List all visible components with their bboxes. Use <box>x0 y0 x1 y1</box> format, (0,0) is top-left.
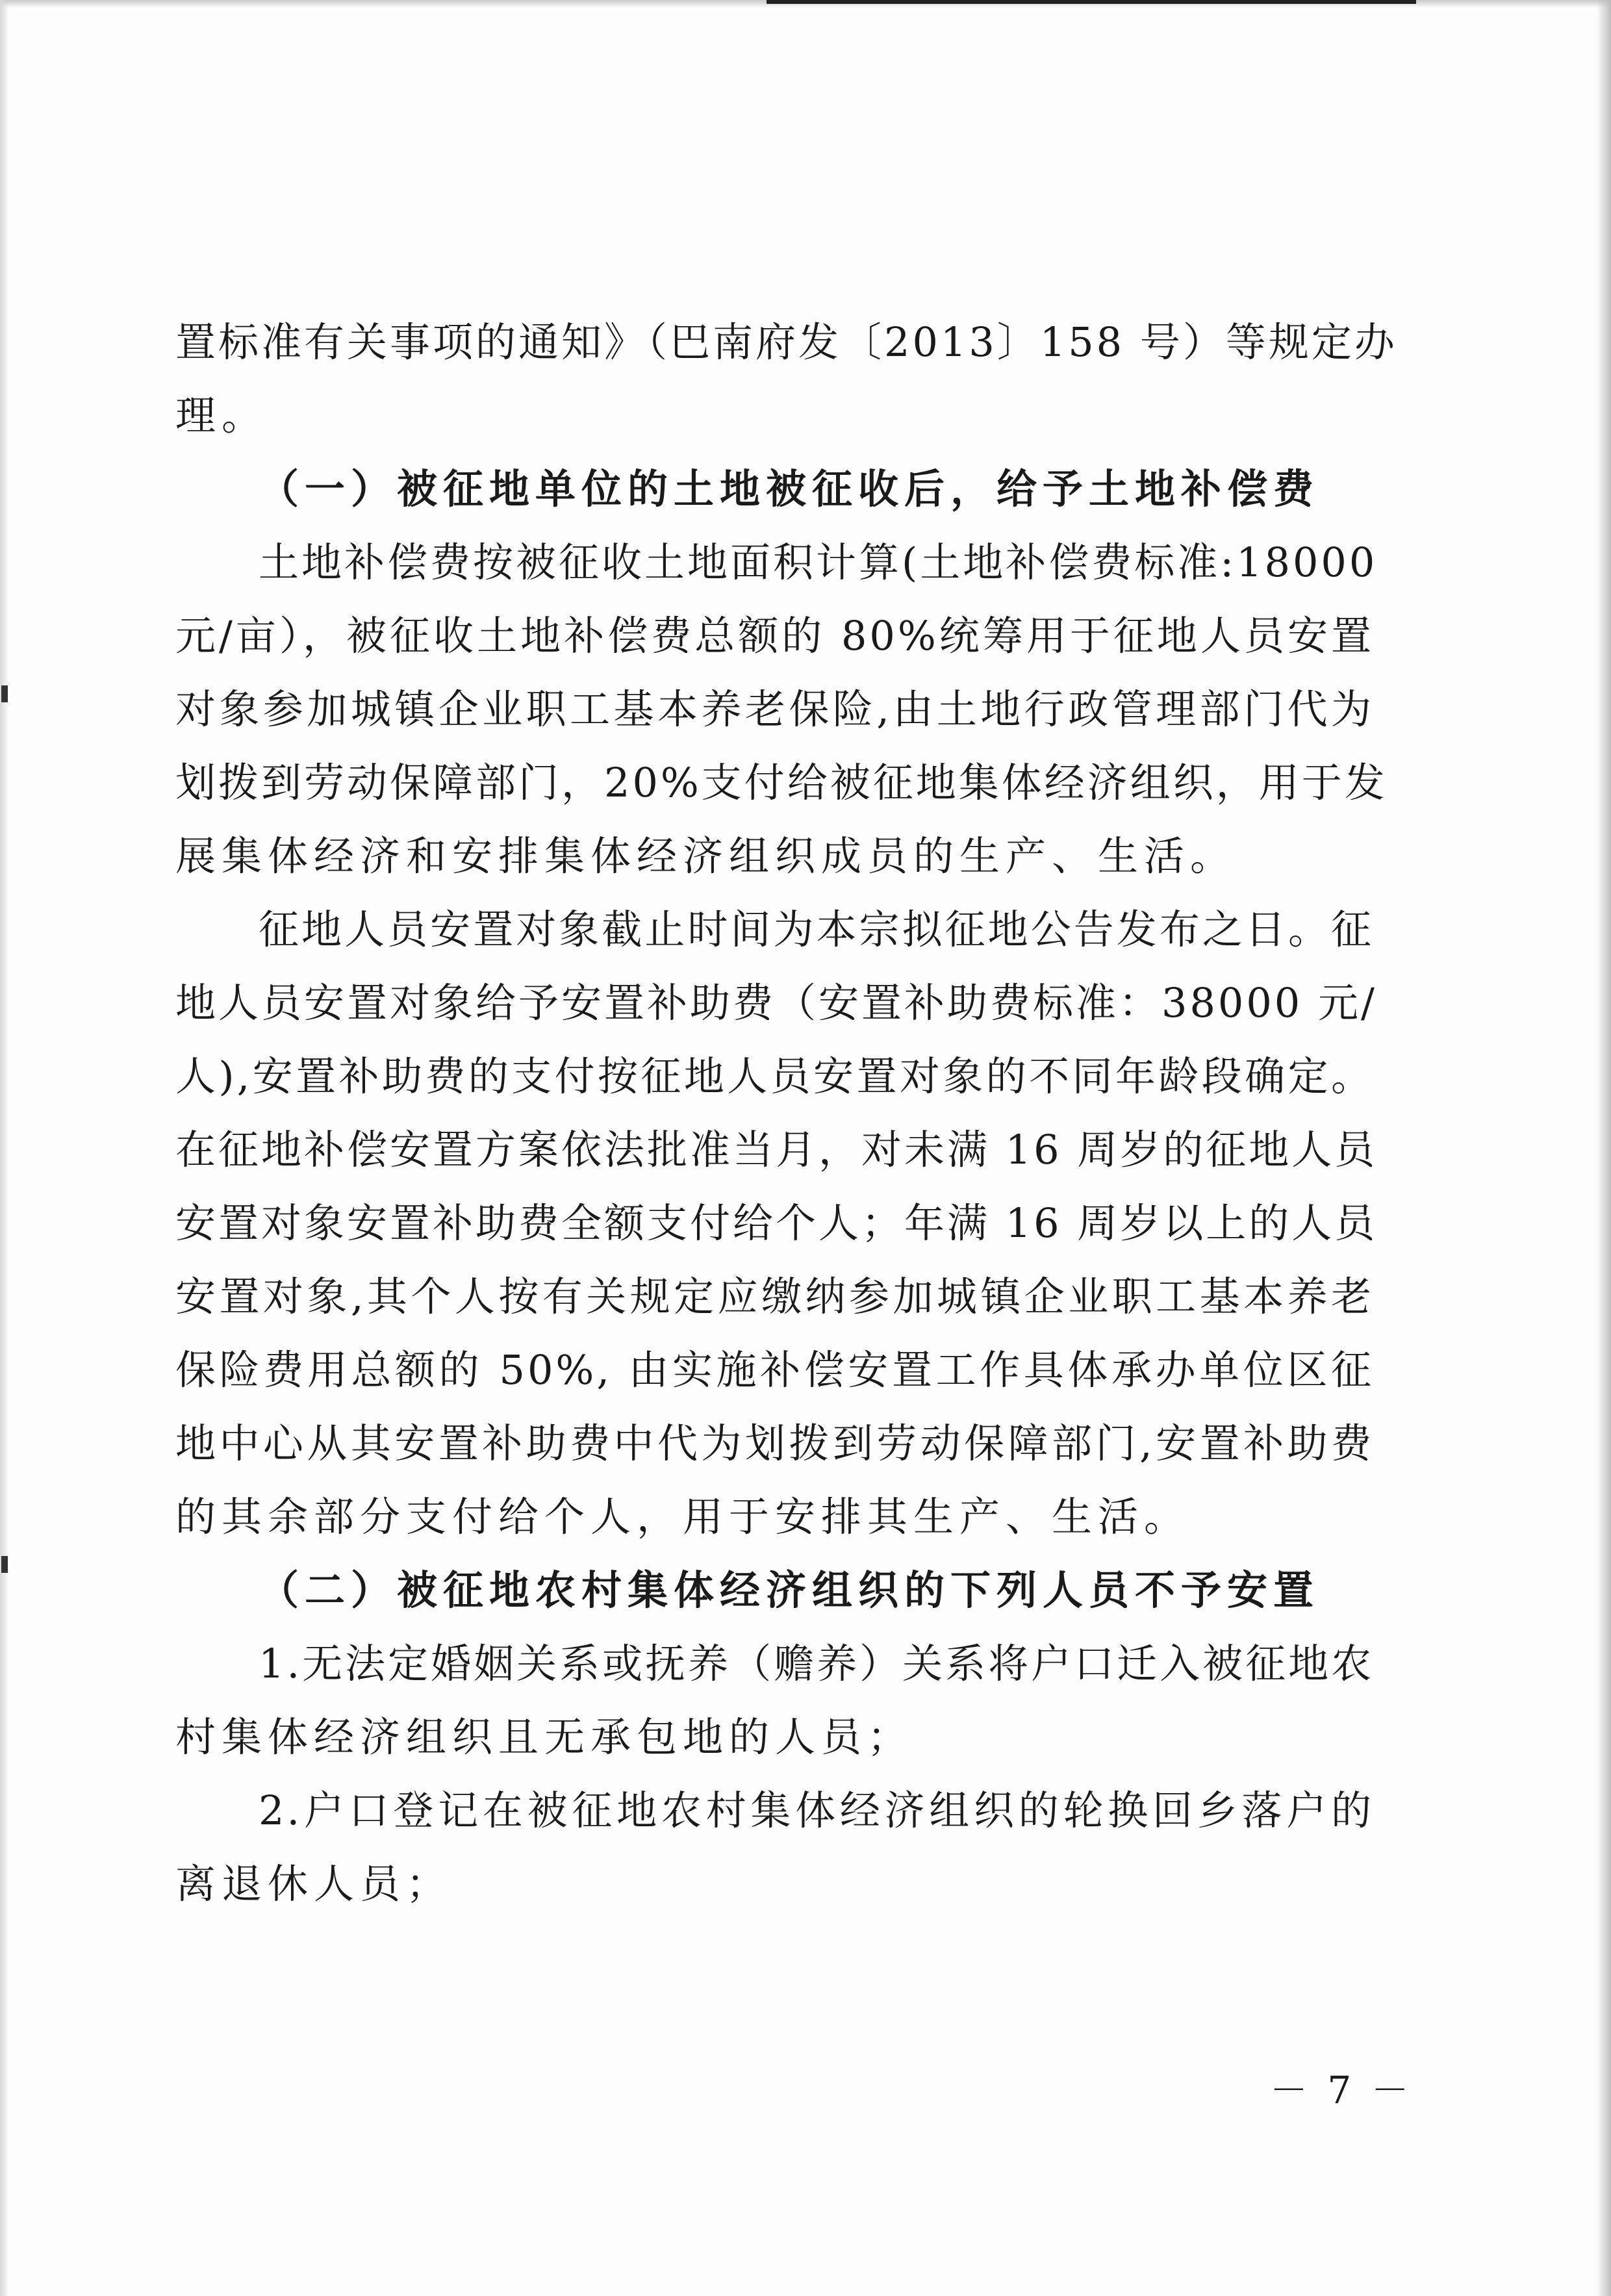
binding-tick <box>1 1556 8 1573</box>
body-line: 划拨到劳动保障部门，20%支付给被征地集体经济组织，用于发 <box>175 759 1388 806</box>
body-line: 安置对象安置补助费全额支付给个人；年满 16 周岁以上的人员 <box>175 1199 1378 1247</box>
body-line: 人),安置补助费的支付按征地人员安置对象的不同年龄段确定。 <box>175 1052 1374 1100</box>
body-line: 对象参加城镇企业职工基本养老保险,由土地行政管理部门代为 <box>175 685 1374 733</box>
body-line: 征地人员安置对象截止时间为本宗拟征地公告发布之日。征 <box>259 906 1374 953</box>
page-number: － 7 － <box>1270 2068 1413 2112</box>
body-line: 2.户口登记在被征地农村集体经济组织的轮换回乡落户的 <box>259 1787 1374 1834</box>
section-heading-1: （一）被征地单位的土地被征收后，给予土地补偿费 <box>259 465 1320 513</box>
body-line: 土地补偿费按被征收土地面积计算(土地补偿费标准:18000 <box>259 539 1378 586</box>
body-line: 置标准有关事项的通知》（巴南府发〔2013〕158 号）等规定办 <box>175 318 1397 366</box>
body-line: 保险费用总额的 50%, 由实施补偿安置工作具体承办单位区征 <box>175 1346 1374 1394</box>
section-heading-2: （二）被征地农村集体经济组织的下列人员不予安置 <box>259 1566 1320 1614</box>
body-line: 展集体经济和安排集体经济组织成员的生产、生活。 <box>175 832 1237 880</box>
document-body <box>175 305 1397 1920</box>
body-line: 离退休人员； <box>175 1860 453 1907</box>
scan-left-edge <box>0 0 9 2296</box>
body-line: 在征地补偿安置方案依法批准当月，对未满 16 周岁的征地人员 <box>175 1126 1378 1173</box>
body-line: 村集体经济组织且无承包地的人员； <box>175 1713 914 1761</box>
binding-tick <box>1 685 8 702</box>
body-line: 元/亩），被征收土地补偿费总额的 80%统筹用于征地人员安置 <box>175 612 1374 659</box>
scan-right-edge <box>1597 0 1611 2296</box>
body-line: 地中心从其安置补助费中代为划拨到劳动保障部门,安置补助费 <box>175 1420 1374 1467</box>
body-line: 安置对象,其个人按有关规定应缴纳参加城镇企业职工基本养老 <box>175 1273 1374 1320</box>
body-line: 1.无法定婚姻关系或抚养（赡养）关系将户口迁入被征地农 <box>259 1640 1375 1687</box>
body-line: 地人员安置对象给予安置补助费（安置补助费标准：38000 元/ <box>175 979 1377 1027</box>
body-line: 理。 <box>175 392 268 439</box>
scan-top-mark <box>767 0 1416 4</box>
body-line: 的其余部分支付给个人，用于安排其生产、生活。 <box>175 1493 1191 1540</box>
